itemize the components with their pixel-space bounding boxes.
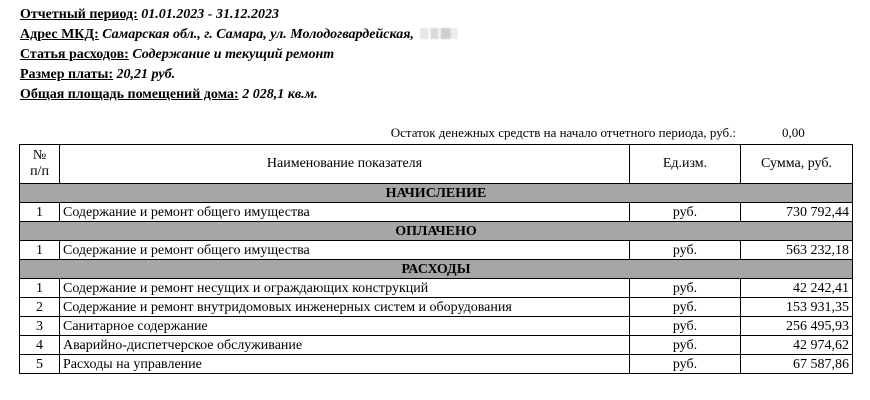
address-line	[20, 25, 458, 45]
row-unit: руб.	[630, 241, 741, 260]
section-row-expenses	[20, 260, 853, 279]
period-label: Отчетный период:	[20, 7, 138, 22]
row-sum: 730 792,44	[741, 203, 853, 222]
opening-balance-value: 0,00	[782, 125, 805, 140]
column-header-name: Наименование показателя	[60, 145, 630, 184]
address-label: Адрес МКД:	[20, 27, 99, 42]
row-name: Аварийно-диспетчерское обслуживание	[60, 336, 630, 355]
row-name: Содержание и ремонт несущих и ограждающих конструкций	[60, 279, 630, 298]
row-sum: 42 974,62	[741, 336, 853, 355]
column-header-num: № п/п	[20, 145, 60, 184]
period-value: 01.01.2023 - 31.12.2023	[141, 7, 279, 22]
row-name: Санитарное содержание	[60, 317, 630, 336]
row-num: 4	[20, 336, 60, 355]
row-name: Содержание и ремонт общего имущества	[60, 203, 630, 222]
section-row-paid	[20, 222, 853, 241]
period-line	[20, 5, 458, 25]
row-unit: руб.	[630, 298, 741, 317]
table-row	[20, 203, 853, 222]
table-row	[20, 355, 853, 374]
row-num: 2	[20, 298, 60, 317]
row-unit: руб.	[630, 317, 741, 336]
column-header-sum: Сумма, руб.	[741, 145, 853, 184]
row-name: Расходы на управление	[60, 355, 630, 374]
row-unit: руб.	[630, 279, 741, 298]
section-row-accrued	[20, 184, 853, 203]
section-title: РАСХОДЫ	[20, 260, 853, 279]
table-row	[20, 298, 853, 317]
row-num: 5	[20, 355, 60, 374]
row-num: 3	[20, 317, 60, 336]
row-sum: 67 587,86	[741, 355, 853, 374]
table-row	[20, 241, 853, 260]
area-label: Общая площадь помещений дома:	[20, 87, 239, 102]
redacted-house-number	[420, 28, 458, 39]
row-sum: 256 495,93	[741, 317, 853, 336]
row-name: Содержание и ремонт общего имущества	[60, 241, 630, 260]
report-header	[20, 5, 458, 105]
address-value: Самарская обл., г. Самара, ул. Молодогвардейская,	[102, 27, 414, 42]
section-title: ОПЛАЧЕНО	[20, 222, 853, 241]
column-header-unit: Ед.изм.	[630, 145, 741, 184]
row-sum: 153 931,35	[741, 298, 853, 317]
row-unit: руб.	[630, 355, 741, 374]
table-row	[20, 279, 853, 298]
row-unit: руб.	[630, 203, 741, 222]
area-value: 2 028,1 кв.м.	[242, 87, 318, 102]
row-num: 1	[20, 279, 60, 298]
row-num: 1	[20, 241, 60, 260]
row-sum: 42 242,41	[741, 279, 853, 298]
table-row	[20, 336, 853, 355]
expense-item-value: Содержание и текущий ремонт	[132, 47, 335, 62]
row-unit: руб.	[630, 336, 741, 355]
expense-item-line	[20, 45, 458, 65]
fee-value: 20,21 руб.	[116, 67, 176, 82]
table-header-row	[20, 145, 853, 184]
report-table	[19, 144, 853, 374]
area-line	[20, 85, 458, 105]
row-sum: 563 232,18	[741, 241, 853, 260]
opening-balance-label: Остаток денежных средств на начало отчетного периода, руб.:	[390, 125, 736, 140]
table-row	[20, 317, 853, 336]
fee-line	[20, 65, 458, 85]
expense-item-label: Статья расходов:	[20, 47, 129, 62]
row-num: 1	[20, 203, 60, 222]
row-name: Содержание и ремонт внутридомовых инженерных систем и оборудования	[60, 298, 630, 317]
fee-label: Размер платы:	[20, 67, 114, 82]
section-title: НАЧИСЛЕНИЕ	[20, 184, 853, 203]
